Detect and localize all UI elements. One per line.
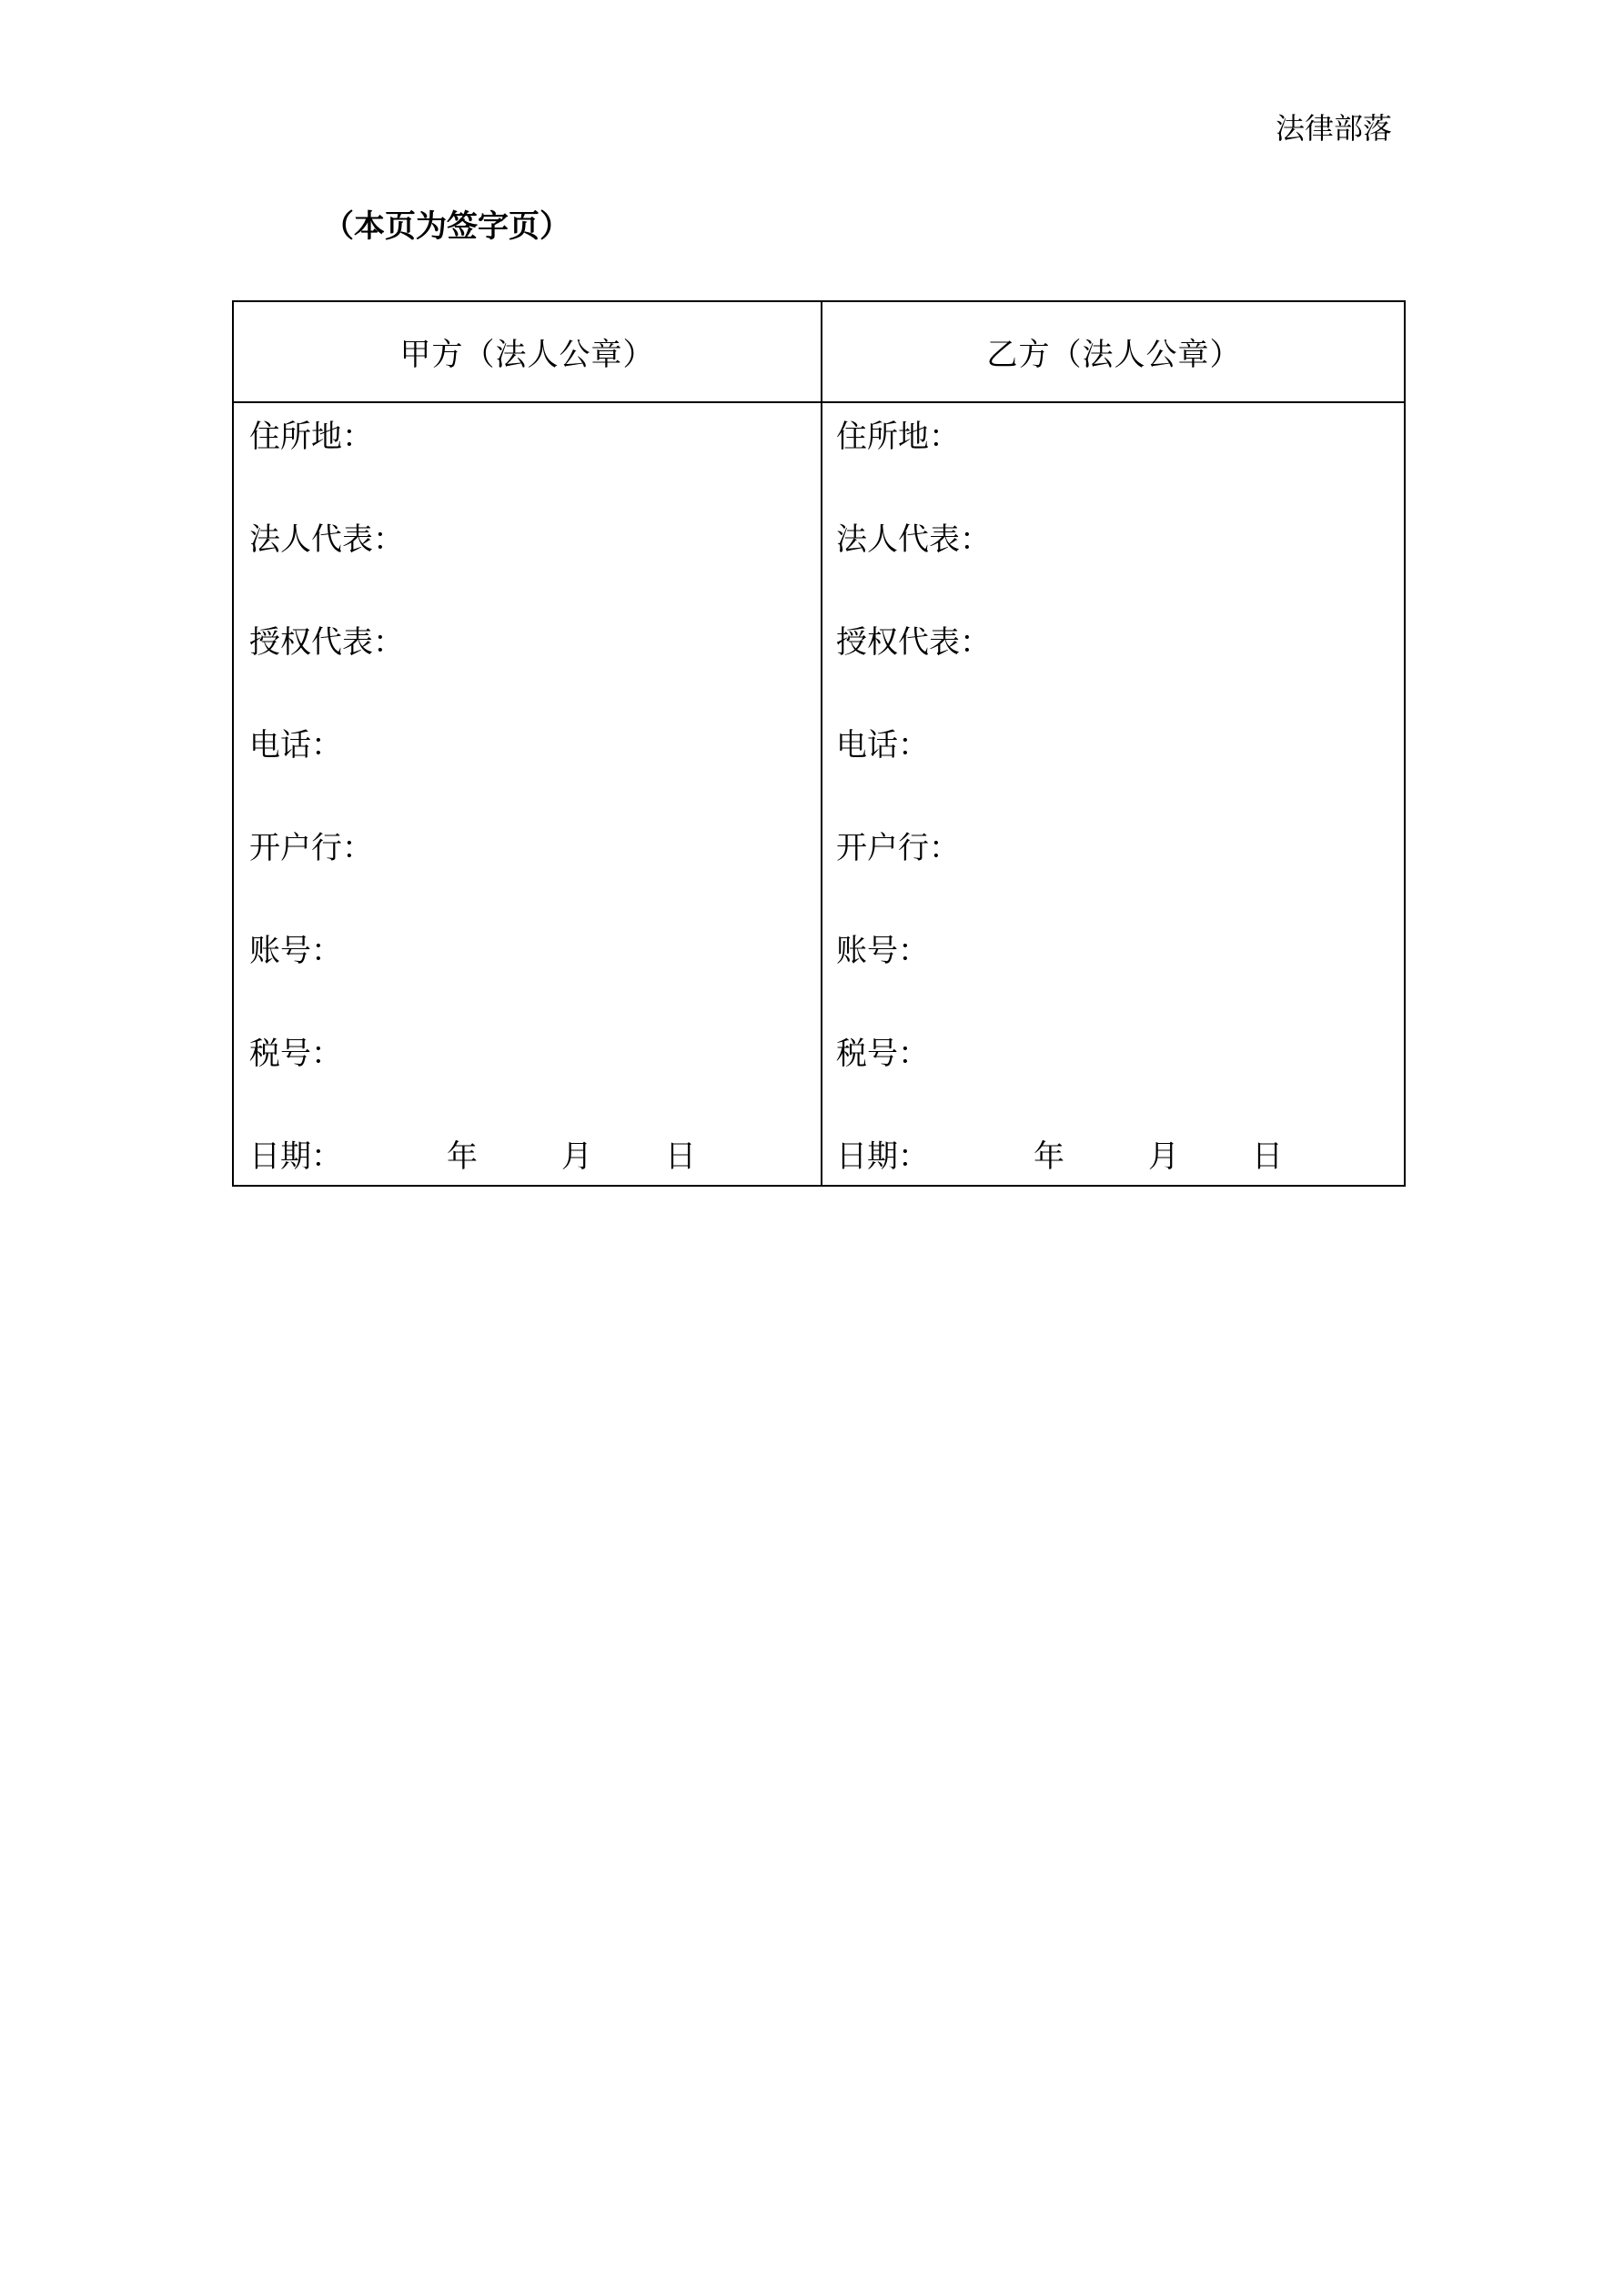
signature-page-note: （本页为签字页） [323,208,570,245]
party-b-date-row [836,1123,1407,1226]
party-b-phone-label: 电话： [836,727,929,764]
party-b-legal-rep-label: 法人代表： [836,521,991,558]
page-header-brand: 法律部落 [1275,111,1392,146]
party-b-date-label: 日期： [836,1138,929,1175]
party-b-title: 乙方（法人公章） [986,337,1242,373]
party-b-date-month: 月 [1148,1138,1179,1175]
party-a-phone-label: 电话： [249,727,342,764]
party-b-date-day: 日 [1252,1138,1283,1175]
party-b-account-label: 账号： [836,933,929,969]
signature-table [232,300,1406,1187]
party-a-legal-rep-label: 法人代表： [249,521,404,558]
party-a-date-label: 日期： [249,1138,342,1175]
party-a-date-day: 日 [665,1138,696,1175]
party-b-date-year: 年 [1034,1138,1064,1175]
party-a-date-month: 月 [561,1138,592,1175]
party-b-bank-label: 开户行： [836,830,960,866]
party-a-address-label: 住所地： [249,419,373,455]
party-a-authorized-rep-label: 授权代表： [249,624,404,661]
party-a-tax-no-label: 税号： [249,1036,342,1072]
party-a-column [234,403,821,1226]
party-a-bank-label: 开户行： [249,830,373,866]
party-b-tax-no-label: 税号： [836,1036,929,1072]
party-b-column [821,403,1407,1226]
party-a-date-year: 年 [447,1138,478,1175]
party-b-address-label: 住所地： [836,419,960,455]
signature-table-header [234,302,1404,403]
party-a-title: 甲方（法人公章） [399,337,655,373]
party-a-account-label: 账号： [249,933,342,969]
party-a-date-row [249,1123,821,1226]
party-b-authorized-rep-label: 授权代表： [836,624,991,661]
